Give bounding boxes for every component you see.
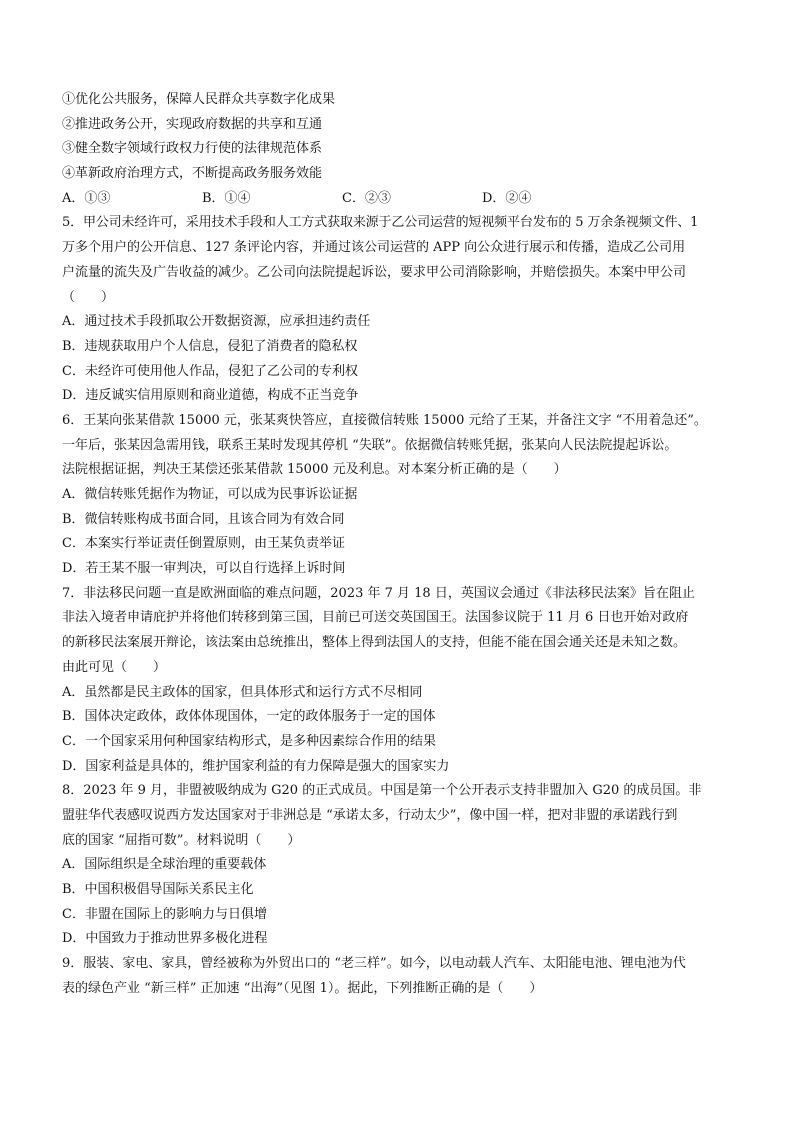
q8-stem-line: 盟驻华代表感叹说西方发达国家对于非洲总是 “承诺太多，行动太少”，像中国一样，把对非盟的承诺践行到 (62, 807, 678, 823)
q7-stem-line: 非法入境者申请庇护并将他们转移到第三国，目前已可送交英国国王。法国参议院于 11 月 6 日也开始对政府 (62, 610, 689, 626)
question-7 (62, 582, 738, 780)
q5-option-b[interactable]: B．违规获取用户个人信息，侵犯了消费者的隐私权 (62, 338, 358, 354)
q4-statement-3: ③健全数字领域行政权力行使的法律规范体系 (62, 141, 323, 157)
question-5 (62, 211, 738, 409)
q4-choice-a[interactable]: A．①③ (62, 190, 111, 206)
q6-option-c[interactable]: C．本案实行举证责任倒置原则，由王某负责举证 (62, 536, 345, 552)
q8-option-a[interactable]: A．国际组织是全球治理的重要载体 (62, 857, 267, 873)
q7-option-d[interactable]: D．国家利益是具体的，维护国家利益的有力保障是强大的国家实力 (62, 758, 450, 774)
question-9 (62, 952, 738, 1001)
q5-option-c[interactable]: C．未经许可使用他人作品，侵犯了乙公司的专利权 (62, 363, 358, 379)
q5-stem-line: （ ） (62, 289, 115, 305)
q8-stem-line: 8．2023 年 9 月，非盟被吸纳成为 G20 的正式成员。中国是第一个公开表示支持非盟加入 G20 的成员国。非 (62, 783, 702, 799)
q5-option-a[interactable]: A．通过技术手段抓取公开数据资源，应承担违约责任 (62, 314, 371, 330)
q7-stem-line: 7．非法移民问题一直是欧洲面临的难点问题，2023 年 7 月 18 日，英国议会通过《非法移民法案》旨在阻止 (62, 585, 695, 601)
question-6 (62, 409, 738, 582)
question-4-tail (62, 88, 738, 211)
q8-option-d[interactable]: D．中国致力于推动世界多极化进程 (62, 931, 268, 947)
q9-stem-line: 表的绿色产业 “新三样” 正加速 “出海”（见图 1）。据此，下列推断正确的是（ ） (62, 980, 543, 996)
q5-stem-line: 5．甲公司未经许可，采用技术手段和人工方式获取来源于乙公司运营的短视频平台发布的 5 万余条视频文件、1 (62, 215, 699, 231)
q7-option-b[interactable]: B．国体决定政体，政体体现国体，一定的政体服务于一定的国体 (62, 709, 436, 725)
q8-option-c[interactable]: C．非盟在国际上的影响力与日俱增 (62, 906, 267, 922)
question-8 (62, 779, 738, 952)
q6-stem-line: 法院根据证据，判决王某偿还张某借款 15000 元及利息。对本案分析正确的是（ ） (62, 462, 567, 478)
q8-option-b[interactable]: B．中国积极倡导国际关系民主化 (62, 882, 254, 897)
q4-choice-c[interactable]: C．②③ (342, 190, 391, 206)
q5-stem-line: 万多个用户的公开信息、127 条评论内容，并通过该公司运营的 APP 向公众进行展示和传播，造成乙公司用 (62, 240, 686, 256)
q7-stem-line: 由此可见（ ） (62, 659, 167, 675)
q7-option-a[interactable]: A．虽然都是民主政体的国家，但具体形式和运行方式不尽相同 (62, 684, 423, 700)
q4-statement-1: ①优化公共服务，保障人民群众共享数字化成果 (62, 92, 336, 107)
q6-stem-line: 6．王某向张某借款 15000 元，张某爽快答应，直接微信转账 15000 元给了王某，并备注文字 “不用着急还”。 (62, 412, 707, 428)
q6-option-b[interactable]: B．微信转账构成书面合同，且该合同为有效合同 (62, 511, 345, 527)
q6-option-a[interactable]: A．微信转账凭据作为物证，可以成为民事诉讼证据 (62, 487, 358, 502)
q6-stem-line: 一年后，张某因急需用钱，联系王某时发现其停机 “失联”。依据微信转账凭据，张某向人民法院提起诉讼。 (62, 437, 678, 453)
q4-choice-d[interactable]: D．②④ (482, 190, 532, 206)
q7-option-c[interactable]: C．一个国家采用何种国家结构形式，是多种因素综合作用的结果 (62, 733, 436, 749)
q7-stem-line: 的新移民法案展开辩论，该法案由总统推出，整体上得到法国人的支持，但能不能在国会通关还是未知之数。 (62, 635, 687, 651)
q5-stem-line: 户流量的流失及广告收益的减少。乙公司向法院提起诉讼，要求甲公司消除影响，并赔偿损失。本案中甲公司 (62, 264, 687, 280)
q9-stem-line: 9．服装、家电、家具，曾经被称为外贸出口的 “老三样”。如今，以电动载人汽车、太阳能电池、锂电池为代 (62, 956, 686, 972)
q4-statement-2: ②推进政务公开，实现政府数据的共享和互通 (62, 116, 323, 132)
q5-option-d[interactable]: D．违反诚实信用原则和商业道德，构成不正当竞争 (62, 388, 359, 404)
exam-page (62, 88, 738, 1001)
q4-statement-4: ④革新政府治理方式，不断提高政务服务效能 (62, 166, 323, 182)
q4-choice-b[interactable]: B．①④ (202, 190, 251, 206)
q6-option-d[interactable]: D．若王某不服一审判决，可以自行选择上诉时间 (62, 561, 346, 577)
q4-choices (62, 187, 738, 212)
q8-stem-line: 底的国家 “屈指可数”。材料说明（ ） (62, 832, 301, 848)
